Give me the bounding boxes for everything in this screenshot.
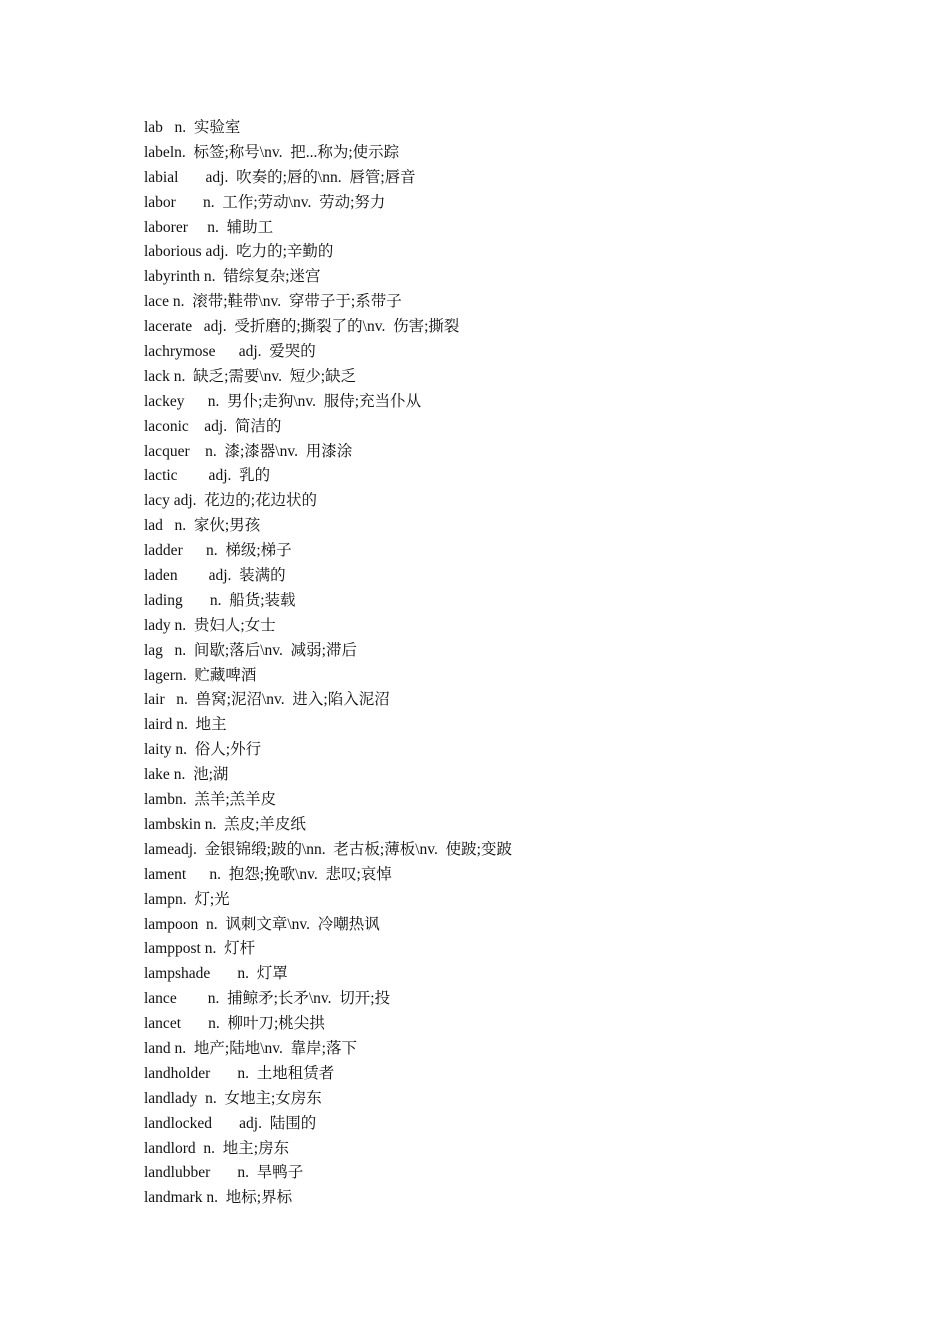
vocabulary-entry: landholder n. 土地租赁者 (144, 1064, 335, 1082)
vocabulary-entry: land n. 地产;陆地\nv. 靠岸;落下 (144, 1039, 357, 1057)
vocabulary-entry: laity n. 俗人;外行 (144, 741, 262, 759)
vocabulary-entry: labyrinth n. 错综复杂;迷宫 (144, 268, 321, 286)
vocabulary-entry: lambn. 羔羊;羔羊皮 (144, 791, 277, 809)
vocabulary-entry: labial adj. 吹奏的;唇的\nn. 唇管;唇音 (144, 168, 416, 186)
vocabulary-entry: lameadj. 金银锦缎;跛的\nn. 老古板;薄板\nv. 使跛;变跛 (144, 840, 512, 858)
vocabulary-entry: labeln. 标签;称号\nv. 把...称为;使示踪 (144, 143, 400, 161)
vocabulary-entry: lacerate adj. 受折磨的;撕裂了的\nv. 伤害;撕裂 (144, 318, 460, 336)
vocabulary-entry: landlord n. 地主;房东 (144, 1139, 290, 1157)
vocabulary-entry: ladder n. 梯级;梯子 (144, 542, 292, 560)
vocabulary-entry: lad n. 家伙;男孩 (144, 517, 261, 535)
vocabulary-entry: laden adj. 装满的 (144, 567, 286, 585)
vocabulary-entry: lading n. 船货;装载 (144, 591, 296, 609)
vocabulary-entry: laborer n. 辅助工 (144, 218, 274, 236)
vocabulary-entry: lagern. 贮藏啤酒 (144, 666, 257, 684)
vocabulary-entry: laborious adj. 吃力的;辛勤的 (144, 243, 334, 261)
vocabulary-entry: lag n. 间歇;落后\nv. 减弱;滞后 (144, 641, 357, 659)
vocabulary-entry: lack n. 缺乏;需要\nv. 短少;缺乏 (144, 367, 357, 385)
vocabulary-entry: landlubber n. 旱鸭子 (144, 1164, 304, 1182)
vocabulary-entry: landlocked adj. 陆围的 (144, 1114, 317, 1132)
vocabulary-entry: landmark n. 地标;界标 (144, 1189, 293, 1207)
vocabulary-entry: landlady n. 女地主;女房东 (144, 1089, 322, 1107)
vocabulary-entry: lance n. 捕鲸矛;长矛\nv. 切开;投 (144, 990, 391, 1008)
vocabulary-entry: lachrymose adj. 爱哭的 (144, 343, 316, 361)
vocabulary-entry: lampshade n. 灯罩 (144, 965, 288, 983)
vocabulary-entry: laird n. 地主 (144, 716, 227, 734)
vocabulary-entry: lampoon n. 讽刺文章\nv. 冷嘲热讽 (144, 915, 380, 933)
vocabulary-entry: lady n. 贵妇人;女士 (144, 616, 276, 634)
vocabulary-entry: lacquer n. 漆;漆器\nv. 用漆涂 (144, 442, 353, 460)
vocabulary-entry: lacy adj. 花边的;花边状的 (144, 492, 318, 510)
vocabulary-entry: lampn. 灯;光 (144, 890, 230, 908)
vocabulary-entry: labor n. 工作;劳动\nv. 劳动;努力 (144, 193, 386, 211)
vocabulary-entry: lake n. 池;湖 (144, 766, 229, 784)
vocabulary-entry: lace n. 滚带;鞋带\nv. 穿带子于;系带子 (144, 293, 402, 311)
vocabulary-entry: lactic adj. 乳的 (144, 467, 271, 485)
vocabulary-entry: lament n. 抱怨;挽歌\nv. 悲叹;哀悼 (144, 865, 392, 883)
vocabulary-entry: lambskin n. 羔皮;羊皮纸 (144, 815, 306, 833)
vocabulary-entry: lamppost n. 灯杆 (144, 940, 256, 958)
vocabulary-entry: lab n. 实验室 (144, 119, 241, 136)
vocabulary-entry: lancet n. 柳叶刀;桃尖拱 (144, 1015, 325, 1033)
vocabulary-entry: lair n. 兽窝;泥沼\nv. 进入;陷入泥沼 (144, 691, 390, 709)
vocabulary-list (144, 116, 512, 1211)
vocabulary-entry: lackey n. 男仆;走狗\nv. 服侍;充当仆从 (144, 392, 422, 410)
vocabulary-entry: laconic adj. 简洁的 (144, 417, 282, 435)
